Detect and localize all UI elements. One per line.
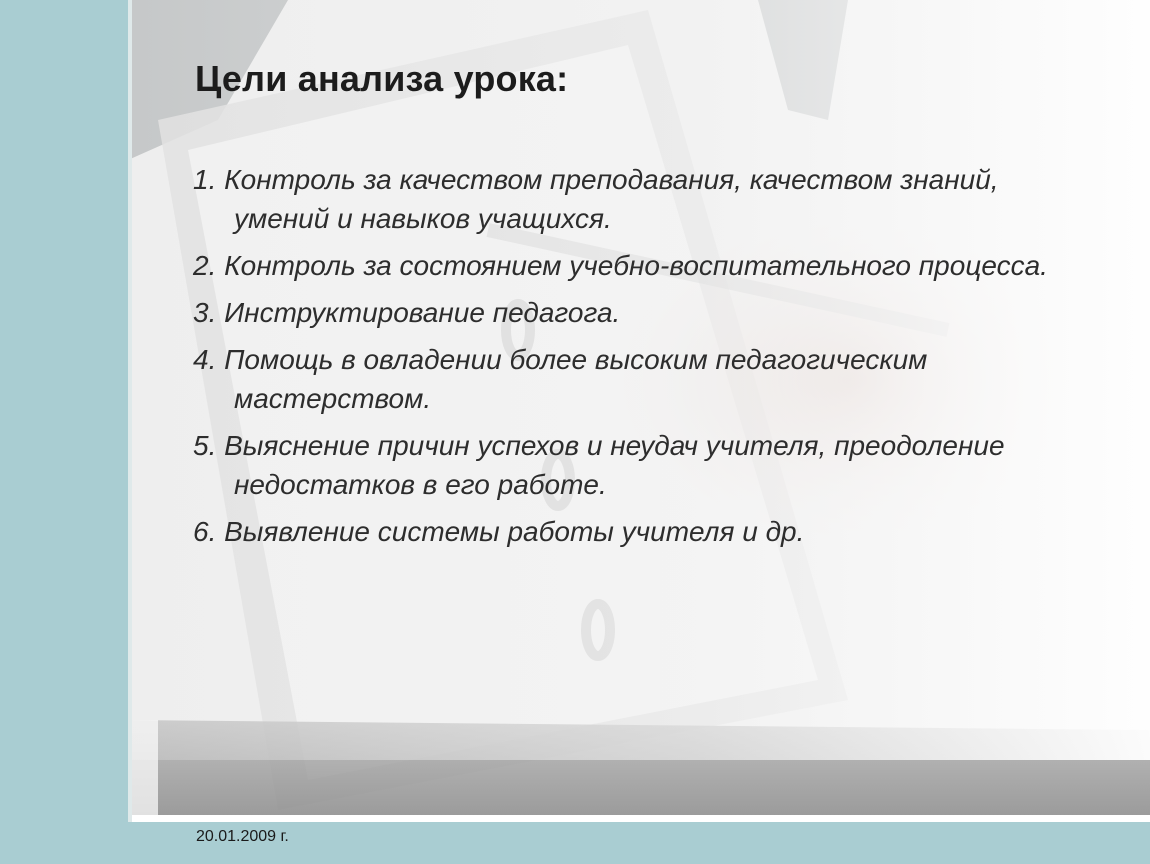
footer-date: 20.01.2009 г. [196,828,289,845]
list-item: 6. Выявление системы работы учителя и др. [193,516,805,547]
slide [128,0,1150,822]
list-item: 2. Контроль за состоянием учебно-воспитательного процесса. [193,250,1048,281]
slide-content [128,0,1150,822]
list-item: 4. Помощь в овладении более высоким педагогическим мастерством. [193,344,928,414]
list-item: 3. Инструктирование педагога. [193,297,621,328]
list-item: 1. Контроль за качеством преподавания, качеством знаний, умений и навыков учащихся. [193,164,999,234]
list-item: 5. Выяснение причин успехов и неудач учителя, преодоление недостатков в его работе. [193,430,1005,500]
goal-list [193,160,1073,559]
slide-title: Цели анализа урока: [195,58,569,99]
